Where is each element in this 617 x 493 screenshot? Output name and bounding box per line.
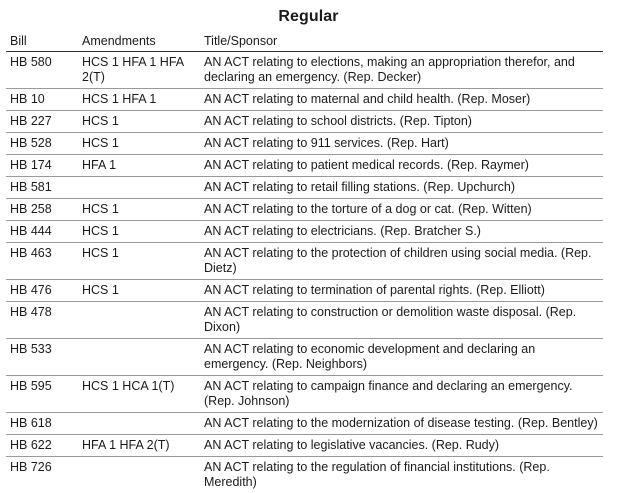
bill-number: HB 444 xyxy=(6,221,78,243)
table-row xyxy=(6,280,603,302)
bill-number: HB 622 xyxy=(6,435,78,457)
amendments: HCS 1 xyxy=(78,280,200,302)
bill-number: HB 726 xyxy=(10,460,52,474)
bill-number: HB 581 xyxy=(6,177,78,199)
amendments: HCS 1 HFA 1 xyxy=(78,89,200,111)
amendments xyxy=(78,339,200,376)
title-sponsor: AN ACT relating to school districts. (Rep. Tipton) xyxy=(200,111,603,133)
title-sponsor: AN ACT relating to patient medical records. (Rep. Raymer) xyxy=(200,155,603,177)
bill-number: HB 258 xyxy=(6,199,78,221)
amendments: HCS 1 HFA 1 HFA 2(T) xyxy=(78,52,200,89)
table-row xyxy=(6,376,603,413)
table-row xyxy=(6,302,603,339)
amendments xyxy=(78,302,200,339)
table-row xyxy=(6,155,603,177)
amendments xyxy=(78,457,200,493)
bill-number: HB 174 xyxy=(6,155,78,177)
bill-number: HB 580 xyxy=(6,52,78,89)
bill-number: HB 10 xyxy=(6,89,78,111)
title-sponsor: AN ACT relating to electricians. (Rep. Bratcher S.) xyxy=(200,221,603,243)
amendments: HCS 1 xyxy=(78,199,200,221)
amendments: HCS 1 HCA 1(T) xyxy=(78,376,200,413)
column-header-bill: Bill xyxy=(6,32,78,52)
amendments xyxy=(78,177,200,199)
section-title: Regular xyxy=(278,8,339,25)
amendments: HFA 1 HFA 2(T) xyxy=(78,435,200,457)
title-sponsor: AN ACT relating to elections, making an appropriation therefor, and declaring an emergency. (Rep. Decker) xyxy=(200,52,603,89)
table-row xyxy=(6,199,603,221)
table-row xyxy=(6,177,603,199)
title-sponsor: AN ACT relating to maternal and child health. (Rep. Moser) xyxy=(200,89,603,111)
table-row xyxy=(6,339,603,376)
bill-number: HB 478 xyxy=(6,302,78,339)
bill-number: HB 528 xyxy=(6,133,78,155)
table-row xyxy=(6,435,603,457)
bill-number: HB 533 xyxy=(6,339,78,376)
amendments: HCS 1 xyxy=(78,221,200,243)
amendments: HCS 1 xyxy=(78,111,200,133)
bill-number: HB 227 xyxy=(6,111,78,133)
title-sponsor: AN ACT relating to the modernization of disease testing. (Rep. Bentley) xyxy=(200,413,603,435)
title-sponsor: AN ACT relating to termination of parental rights. (Rep. Elliott) xyxy=(200,280,603,302)
title-sponsor: AN ACT relating to construction or demolition waste disposal. (Rep. Dixon) xyxy=(200,302,603,339)
bill-number: HB 476 xyxy=(6,280,78,302)
column-header-amendments: Amendments xyxy=(78,32,200,52)
table-row xyxy=(6,221,603,243)
column-header-title-sponsor: Title/Sponsor xyxy=(200,32,603,52)
table-row xyxy=(6,243,603,280)
title-sponsor: AN ACT relating to the regulation of financial institutions. (Rep. Meredith) xyxy=(204,460,550,489)
title-sponsor: AN ACT relating to retail filling stations. (Rep. Upchurch) xyxy=(200,177,603,199)
title-sponsor: AN ACT relating to economic development and declaring an emergency. (Rep. Neighbors) xyxy=(200,339,603,376)
table-row xyxy=(6,457,603,493)
table-row xyxy=(6,89,603,111)
title-sponsor: AN ACT relating to the protection of children using social media. (Rep. Dietz) xyxy=(200,243,603,280)
table-row xyxy=(6,413,603,435)
table-row xyxy=(6,133,603,155)
bill-number: HB 618 xyxy=(6,413,78,435)
title-sponsor: AN ACT relating to legislative vacancies. (Rep. Rudy) xyxy=(200,435,603,457)
amendments: HCS 1 xyxy=(78,133,200,155)
bills-table xyxy=(6,32,603,493)
title-sponsor: AN ACT relating to 911 services. (Rep. Hart) xyxy=(200,133,603,155)
table-row xyxy=(6,52,603,89)
bill-number: HB 595 xyxy=(6,376,78,413)
title-sponsor: AN ACT relating to the torture of a dog or cat. (Rep. Witten) xyxy=(200,199,603,221)
amendments: HFA 1 xyxy=(78,155,200,177)
title-sponsor: AN ACT relating to campaign finance and declaring an emergency. (Rep. Johnson) xyxy=(200,376,603,413)
amendments xyxy=(78,413,200,435)
bill-number: HB 463 xyxy=(6,243,78,280)
table-row xyxy=(6,111,603,133)
amendments: HCS 1 xyxy=(78,243,200,280)
header-row xyxy=(6,32,603,52)
